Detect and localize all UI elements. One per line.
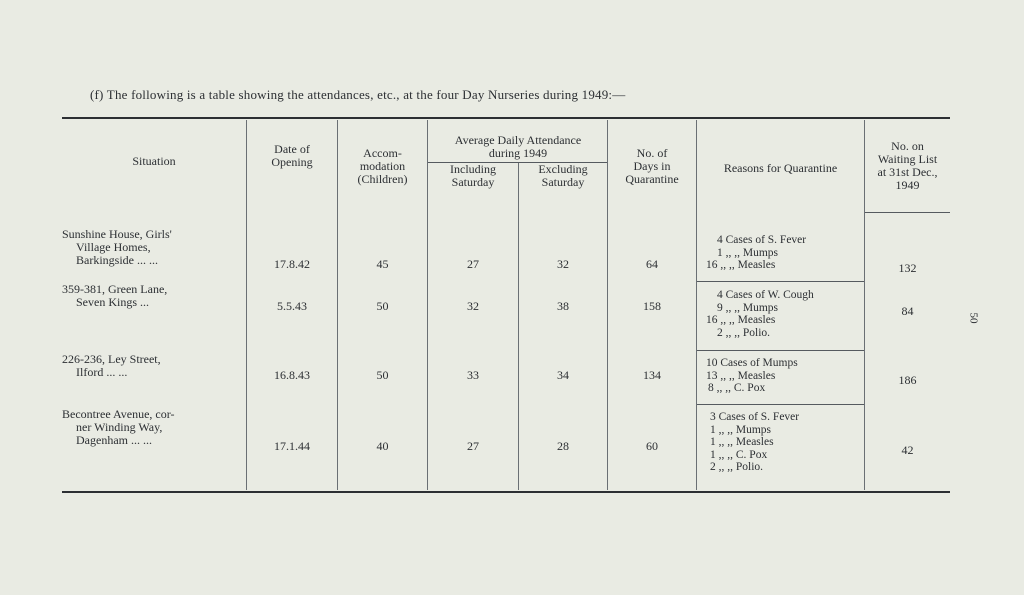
reason-separator [697,281,864,282]
header-excluding-saturday: Excluding Saturday [538,162,588,189]
column-divider [696,120,697,490]
header-bottom-rule [865,212,950,213]
table-row-accommodation: 50 [376,299,389,313]
header-average-attendance: Average Daily Attendance during 1949 [454,133,582,160]
table-row-date: 17.1.44 [274,439,310,453]
table-row-date: 5.5.43 [277,299,307,313]
table-row-reasons: 4 Cases of W. Cough 9 ,, ,, Mumps 16 ,, ,, Measles 2 ,, ,, Polio. [706,289,814,339]
table-row-waiting: 42 [901,443,914,457]
table-row-waiting: 84 [901,304,914,318]
table-row-accommodation: 40 [376,439,389,453]
table-row-excluding: 38 [557,299,569,313]
table-row-accommodation: 45 [376,257,389,271]
table-row-situation: 226-236, Ley Street, Ilford ... ... [62,352,161,379]
table-row-including: 32 [467,299,479,313]
reason-separator [697,350,864,351]
table-row-excluding: 34 [557,368,569,382]
table-row-waiting: 132 [898,261,917,275]
table-row-waiting: 186 [898,373,917,387]
table-row-date: 16.8.43 [274,368,310,382]
table-caption: (f) The following is a table showing the attendances, etc., at the four Day Nurseries during 1949:— [90,87,626,102]
table-row-situation: Sunshine House, Girls' Village Homes, Barkingside ... ... [62,227,172,267]
table-row-reasons: 4 Cases of S. Fever 1 ,, ,, Mumps 16 ,, ,, Measles [706,234,807,271]
header-reasons-for-quarantine: Reasons for Quarantine [723,161,838,175]
table-row-including: 27 [467,257,479,271]
table-top-rule [62,117,950,119]
table-row-excluding: 28 [557,439,569,453]
table-bottom-rule [62,491,950,493]
header-situation: Situation [132,154,176,168]
table-row-excluding: 32 [557,257,569,271]
table-row-including: 33 [467,368,479,382]
table-row-including: 27 [467,439,479,453]
header-days-in-quarantine: No. of Days in Quarantine [625,146,679,186]
table-row-accommodation: 50 [376,368,389,382]
table-row-date: 17.8.42 [274,257,310,271]
header-date-of-opening: Date of Opening [271,142,313,169]
table-row-days: 158 [643,299,661,313]
table-row-situation: Becontree Avenue, cor- ner Winding Way, Dagenham ... ... [62,407,175,447]
header-waiting-list: No. on Waiting List at 31st Dec., 1949 [877,139,938,192]
table-row-reasons: 10 Cases of Mumps 13 ,, ,, Measles 8 ,, ,, C. Pox [706,357,798,394]
reason-separator [697,404,864,405]
page-number: 50 [967,312,980,324]
table-row-days: 134 [643,368,661,382]
table-row-days: 60 [646,439,658,453]
table-row-reasons: 3 Cases of S. Fever 1 ,, ,, Mumps 1 ,, ,, Measles 1 ,, ,, C. Pox 2 ,, ,, Polio. [710,411,800,473]
table-row-days: 64 [646,257,658,271]
header-accommodation: Accom- modation (Children) [357,146,408,186]
table-row-situation: 359-381, Green Lane, Seven Kings ... [62,282,168,309]
header-including-saturday: Including Saturday [450,162,496,189]
